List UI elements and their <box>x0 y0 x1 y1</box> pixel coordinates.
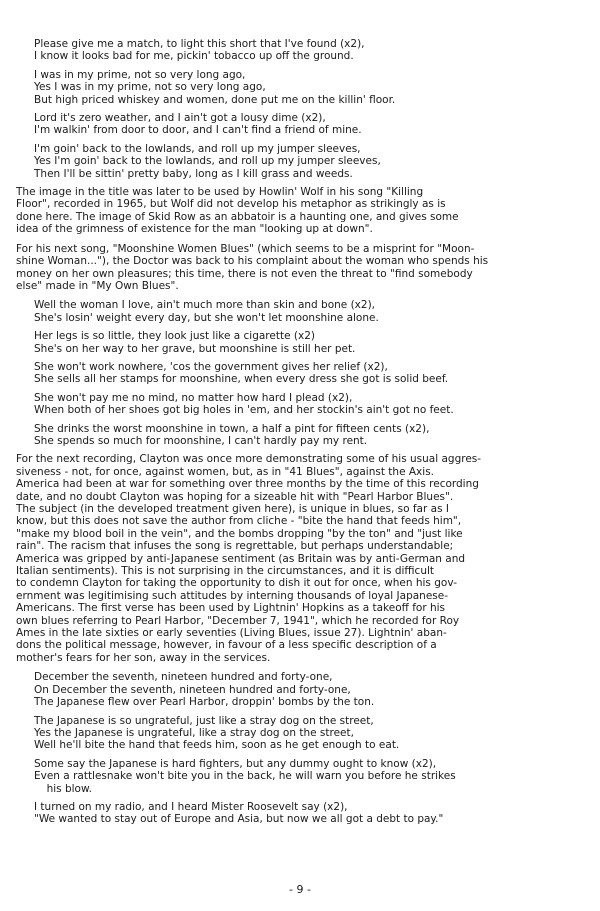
text-line: The image in the title was later to be used by Howlin' Wolf in his song "Killing <box>16 186 424 199</box>
prose-paragraph <box>16 243 588 293</box>
lyric-line: She spends so much for moonshine, I can't hardly pay my rent. <box>34 434 368 447</box>
lyric-line: Her legs is so little, they look just like a cigarette (x2) <box>34 330 315 343</box>
lyric-line: I'm goin' back to the lowlands, and roll up my jumper sleeves, <box>34 142 361 155</box>
lyric-line: When both of her shoes got big holes in 'em, and her stockin's ain't got no feet. <box>34 404 454 417</box>
text-line: done here. The image of Skid Row as an abbatoir is a haunting one, and gives some <box>16 210 459 223</box>
lyric-line: I know it looks bad for me, pickin' tobacco up off the ground. <box>34 50 354 63</box>
text-line: date, and no doubt Clayton was hoping for a sizeable hit with "Pearl Harbor Blues". <box>16 490 454 503</box>
text-line: Americans. The first verse has been used by Lightnin' Hopkins as a takeoff for his <box>16 602 446 615</box>
lyric-line: She's on her way to her grave, but moonshine is still her pet. <box>34 342 356 355</box>
lyric-line: Yes I was in my prime, not so very long ago, <box>34 81 266 94</box>
text-line: else" made in "My Own Blues". <box>16 279 179 292</box>
lyric-line: Lord it's zero weather, and I ain't got a lousy dime (x2), <box>34 112 326 125</box>
text-line: mother's fears for her son, away in the services. <box>16 651 271 664</box>
text-line: ernment was legitimising such attitudes by interning thousands of loyal Japanese- <box>16 589 449 602</box>
lyric-stanza <box>34 143 588 180</box>
text-line: own blues referring to Pearl Harbor, "December 7, 1941", which he recorded for Roy <box>16 614 460 627</box>
text-line: idea of the grimness of existence for the man "looking up at down". <box>16 223 373 236</box>
lyric-stanza <box>34 330 588 355</box>
lyric-line: She's losin' weight every day, but she won't let moonshine alone. <box>34 311 379 324</box>
lyric-line: Yes the Japanese is ungrateful, like a stray dog on the street, <box>34 726 354 739</box>
text-line: America had been at war for something over three months by the time of this recording <box>16 478 479 491</box>
lyric-line: I'm walkin' from door to door, and I can't find a friend of mine. <box>34 124 362 137</box>
text-line: know, but this does not save the author from cliche - "bite the hand that feeds him", <box>16 515 462 528</box>
lyric-line: "We wanted to stay out of Europe and Asia, but now we all got a debt to pay." <box>34 813 444 826</box>
text-line: For the next recording, Clayton was once more demonstrating some of his usual aggres- <box>16 453 482 466</box>
lyric-stanza <box>34 423 588 448</box>
lyric-line: Well he'll bite the hand that feeds him, soon as he get enough to eat. <box>34 739 400 752</box>
lyric-line: On December the seventh, nineteen hundred and forty-one, <box>34 683 351 696</box>
lyric-line: Some say the Japanese is hard fighters, but any dummy ought to know (x2), <box>34 757 437 770</box>
lyric-line: Please give me a match, to light this short that I've found (x2), <box>34 38 365 50</box>
lyric-line: Even a rattlesnake won't bite you in the back, he will warn you before he strikes <box>34 770 456 783</box>
lyric-stanza <box>34 392 588 417</box>
text-line: The subject (in the developed treatment given here), is unique in blues, so far as I <box>16 503 449 515</box>
text-line: Ames in the late sixties or early seventies (Living Blues, issue 27). Lightnin' aban- <box>16 627 447 640</box>
lyric-stanza <box>34 801 588 826</box>
lyric-stanza <box>34 299 588 324</box>
lyric-line: The Japanese flew over Pearl Harbor, droppin' bombs by the ton. <box>34 696 375 709</box>
prose-paragraph <box>16 186 588 236</box>
lyric-stanza <box>34 112 588 137</box>
lyric-stanza <box>34 758 588 795</box>
text-line: Italian sentiments). This is not surprising in the circumstances, and it is difficult <box>16 565 435 578</box>
lyric-line: She won't work nowhere, 'cos the government gives her relief (x2), <box>34 360 388 373</box>
document-body <box>16 38 588 832</box>
lyric-line: The Japanese is so ungrateful, just like a stray dog on the street, <box>34 714 374 727</box>
text-line: siveness - not, for once, against women, but, as in "41 Blues", against the Axis. <box>16 465 435 478</box>
lyric-line: She won't pay me no mind, no matter how hard I plead (x2), <box>34 391 353 404</box>
lyric-line: But high priced whiskey and women, done put me on the killin' floor. <box>34 93 396 106</box>
text-line: Floor", recorded in 1965, but Wolf did not develop his metaphor as strikingly as is <box>16 198 446 211</box>
lyric-line: She drinks the worst moonshine in town, a half a pint for fifteen cents (x2), <box>34 422 430 435</box>
lyric-line: his blow. <box>46 782 92 795</box>
lyric-line: December the seventh, nineteen hundred and forty-one, <box>34 671 333 684</box>
lyric-line: I turned on my radio, and I heard Mister Roosevelt say (x2), <box>34 800 348 813</box>
lyric-line: Well the woman I love, ain't much more than skin and bone (x2), <box>34 299 376 312</box>
text-line: dons the political message, however, in favour of a less specific description of a <box>16 639 437 652</box>
page-number: - 9 - <box>289 883 311 896</box>
text-line: rain". The racism that infuses the song is regrettable, but perhaps understandable; <box>16 540 454 553</box>
prose-paragraph <box>16 453 588 664</box>
text-line: America was gripped by anti-Japanese sentiment (as Britain was by anti-German and <box>16 552 466 565</box>
lyric-line: Then I'll be sittin' pretty baby, long as I kill grass and weeds. <box>34 167 353 180</box>
text-line: shine Woman..."), the Doctor was back to his complaint about the woman who spends his <box>16 255 489 268</box>
lyric-line: She sells all her stamps for moonshine, when every dress she got is solid beef. <box>34 373 449 386</box>
text-line: money on her own pleasures; this time, there is not even the threat to "find somebody <box>16 267 473 280</box>
lyric-stanza <box>34 361 588 386</box>
lyric-stanza <box>34 671 588 708</box>
text-line: For his next song, "Moonshine Women Blues" (which seems to be a misprint for "Moon- <box>16 242 475 255</box>
lyric-stanza <box>34 69 588 106</box>
text-line: "make my blood boil in the vein", and the bombs dropping "by the ton" and "just like <box>16 527 463 540</box>
lyric-line: Yes I'm goin' back to the lowlands, and roll up my jumper sleeves, <box>34 155 381 168</box>
lyric-stanza <box>34 715 588 752</box>
lyric-stanza <box>34 38 588 63</box>
text-line: to condemn Clayton for taking the opportunity to dish it out for once, when his gov- <box>16 577 458 590</box>
lyric-line: I was in my prime, not so very long ago, <box>34 68 246 81</box>
